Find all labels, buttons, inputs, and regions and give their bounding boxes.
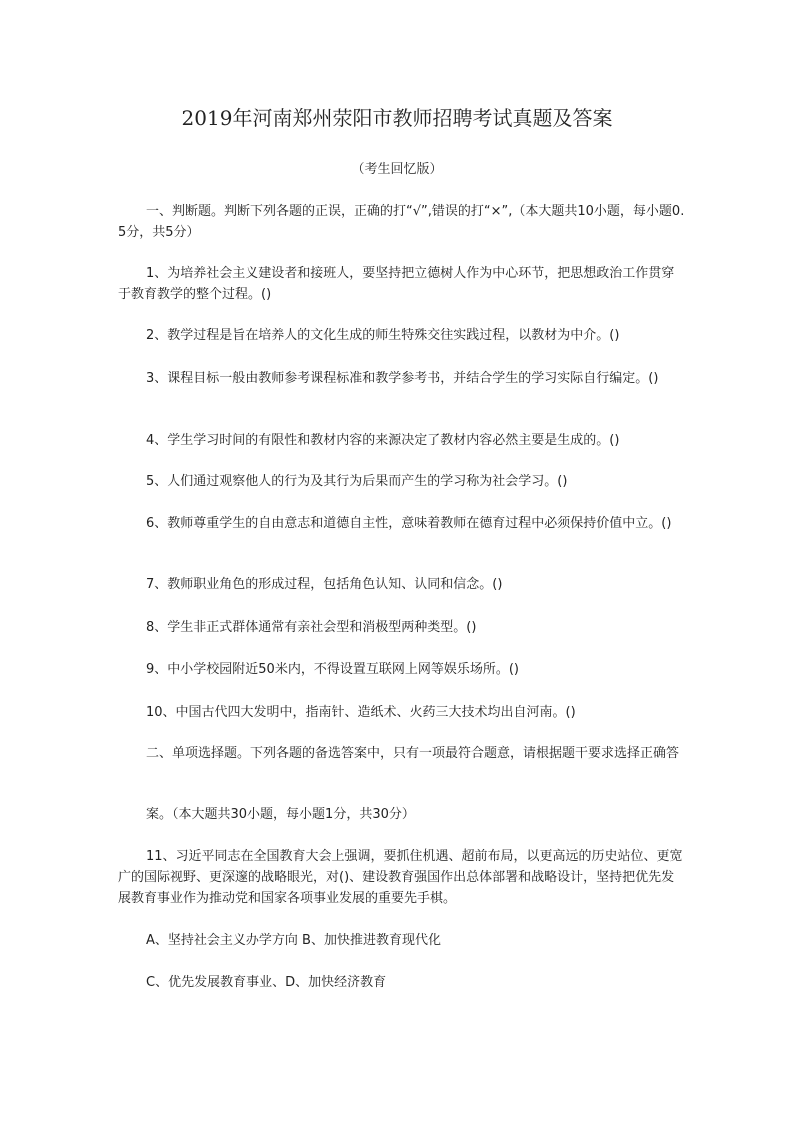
question-2: 2、教学过程是旨在培养人的文化生成的师生特殊交往实践过程，以教材为中介。() <box>146 328 620 343</box>
question-10: 10、中国古代四大发明中，指南针、造纸术、火药三大技术均出自河南。() <box>146 705 576 720</box>
question-11: 11、习近平同志在全国教育大会上强调，要抓住机遇、超前布局，以更高远的历史站位、更宽广的国际视野、更深邃的战略眼光，对()、建设教育强国作出总体部署和战略设计，坚持把优先发展教育事业作为推动党和国家各项事业发展的重要先手棋。 <box>118 849 683 906</box>
question-11-options-cd: C、优先发展教育事业、D、加快经济教育 <box>146 975 387 990</box>
question-11-options-ab: A、坚持社会主义办学方向 B、加快推进教育现代化 <box>146 933 441 948</box>
question-8: 8、学生非正式群体通常有亲社会型和消极型两种类型。() <box>146 620 477 635</box>
question-5: 5、人们通过观察他人的行为及其行为后果而产生的学习称为社会学习。() <box>146 474 568 489</box>
question-4: 4、学生学习时间的有限性和教材内容的来源决定了教材内容必然主要是生成的。() <box>146 433 620 448</box>
question-9: 9、中小学校园附近50米内，不得设置互联网上网等娱乐场所。() <box>146 662 519 677</box>
question-7: 7、教师职业角色的形成过程，包括角色认知、认同和信念。() <box>146 577 503 592</box>
section2-note: 案。（本大题共30小题，每小题1分，共30分） <box>146 807 415 822</box>
page-subtitle: （考生回忆版） <box>351 162 443 177</box>
question-6: 6、教师尊重学生的自由意志和道德自主性，意味着教师在德育过程中必须保持价值中立。() <box>146 516 672 531</box>
page-title: 2019年河南郑州荥阳市教师招聘考试真题及答案 <box>181 106 613 130</box>
question-3: 3、课程目标一般由教师参考课程标准和教学参考书，并结合学生的学习实际自行编定。() <box>146 371 659 386</box>
question-1: 1、为培养社会主义建设者和接班人，要坚持把立德树人作为中心环节，把思想政治工作贯穿于教育教学的整个过程。() <box>118 266 675 302</box>
section2-header: 二、单项选择题。下列各题的备选答案中，只有一项最符合题意，请根据题干要求选择正确答 <box>146 746 680 761</box>
section1-header: 一、判断题。判断下列各题的正误，正确的打“√”,错误的打“×”,（本大题共10小题，每小题0.5分，共5分） <box>118 204 685 240</box>
